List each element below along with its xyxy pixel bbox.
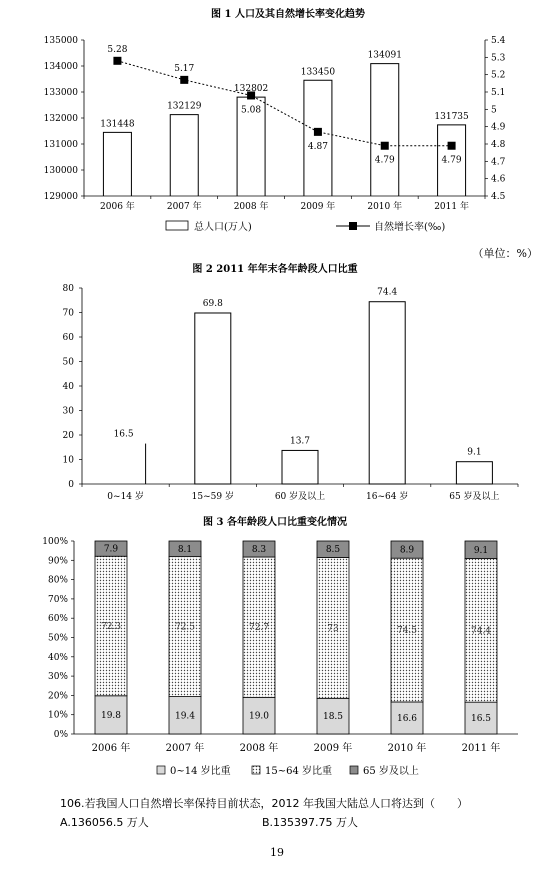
option-a[interactable]: A.136056.5 万人 bbox=[60, 816, 149, 829]
chart1-rate-marker bbox=[180, 76, 188, 84]
chart1-bar-label: 131735 bbox=[434, 111, 469, 122]
chart1-title: 图 1 人口及其自然增长率变化趋势 bbox=[211, 9, 365, 20]
chart1-right-tick-label: 4.8 bbox=[491, 140, 506, 150]
chart2-value-label: 16.5 bbox=[113, 429, 134, 440]
chart3-segment-label: 8.5 bbox=[325, 545, 341, 556]
chart2-y-tick-label: 40 bbox=[62, 382, 74, 392]
chart3-bars bbox=[95, 541, 497, 734]
chart1-rate-marker bbox=[381, 142, 389, 150]
chart3-segment-label: 19.4 bbox=[174, 711, 196, 722]
chart2-bar bbox=[369, 302, 405, 484]
legend-marker-rate bbox=[349, 222, 357, 230]
chart2-x-tick-label: 0~14 岁 bbox=[107, 492, 144, 502]
chart2-x-tick-label: 15~59 岁 bbox=[191, 492, 234, 502]
chart1-rate-label: 4.87 bbox=[307, 141, 328, 152]
legend-label-population: 总人口(万人) bbox=[194, 222, 252, 233]
page-number: 19 bbox=[270, 846, 284, 859]
chart3-y-tick-label: 50% bbox=[47, 633, 68, 644]
chart3 bbox=[42, 515, 518, 777]
chart1-right-tick-label: 5.1 bbox=[491, 88, 506, 98]
chart1-left-tick-label: 132000 bbox=[43, 114, 78, 124]
chart3-y-tick-label: 60% bbox=[47, 614, 68, 625]
chart2-x-tick-label: 16~64 岁 bbox=[366, 492, 409, 502]
chart3-y-tick-label: 40% bbox=[47, 652, 68, 663]
chart2-y-tick-label: 60 bbox=[62, 333, 74, 343]
chart1-rate-label: 5.08 bbox=[241, 105, 262, 116]
chart3-segment-label: 7.9 bbox=[103, 544, 119, 555]
chart2-bar bbox=[282, 450, 318, 484]
chart2-value-label: 9.1 bbox=[467, 447, 482, 458]
chart1-x-tick-label: 2008 年 bbox=[233, 202, 269, 212]
chart3-segment-label: 9.1 bbox=[473, 545, 489, 556]
question-stem: 106.若我国人口自然增长率保持目前状态，2012 年我国大陆总人口将达到（ ） bbox=[60, 797, 468, 810]
chart2-y-tick-label: 20 bbox=[62, 431, 74, 441]
chart2-y-tick-label: 10 bbox=[62, 455, 74, 466]
chart3-segment-label: 72.3 bbox=[100, 622, 122, 633]
chart1-right-tick-label: 5.2 bbox=[491, 70, 506, 81]
chart2-y-tick-label: 80 bbox=[62, 284, 74, 294]
chart1-bar bbox=[304, 80, 332, 196]
chart1-right-tick-label: 5.4 bbox=[491, 36, 506, 46]
chart2 bbox=[63, 262, 518, 502]
chart1-bar-label: 132802 bbox=[233, 84, 269, 95]
chart2-value-label: 69.8 bbox=[202, 298, 223, 309]
chart1-bar-label: 131448 bbox=[100, 119, 135, 130]
chart3-segment-label: 72.7 bbox=[248, 623, 270, 634]
chart1-left-tick-label: 135000 bbox=[43, 36, 78, 46]
legend-swatch-population bbox=[166, 221, 188, 230]
chart3-x-tick-label: 2006 年 bbox=[91, 743, 131, 754]
chart2-labels bbox=[114, 288, 482, 458]
chart1-right-tick-label: 4.5 bbox=[491, 192, 506, 202]
chart1-left-tick-label: 133000 bbox=[43, 88, 78, 98]
chart3-segment-label: 19.0 bbox=[248, 711, 270, 722]
chart3-segment-label: 73 bbox=[327, 623, 339, 634]
legend-label-0-14: 0~14 岁比重 bbox=[170, 766, 231, 777]
chart1-rate-label: 5.28 bbox=[107, 44, 128, 55]
chart3-y-tick-label: 30% bbox=[47, 672, 68, 683]
chart1-rate-marker bbox=[314, 128, 322, 136]
chart1-labels bbox=[100, 45, 469, 166]
chart1-rate-marker bbox=[113, 57, 121, 65]
chart1-bar-label: 134091 bbox=[367, 50, 402, 61]
chart1-bar-label: 132129 bbox=[167, 101, 202, 112]
chart1-left-tick-label: 130000 bbox=[43, 166, 78, 176]
chart1-x-tick-label: 2007 年 bbox=[166, 202, 202, 212]
chart3-segment-label: 74.4 bbox=[470, 626, 492, 637]
chart3-segment-label: 8.3 bbox=[251, 545, 267, 556]
chart3-segment-label: 72.5 bbox=[174, 622, 196, 633]
chart2-y-tick-label: 0 bbox=[68, 480, 74, 490]
chart1-bars bbox=[103, 64, 465, 196]
chart2-value-label: 74.4 bbox=[377, 287, 398, 298]
chart1-bar bbox=[170, 115, 198, 196]
chart1-x-tick-label: 2010 年 bbox=[367, 202, 403, 212]
chart3-y-tick-label: 100% bbox=[42, 537, 68, 547]
chart2-x-tick-label: 65 岁及以上 bbox=[449, 492, 500, 502]
chart1-rate-label: 5.17 bbox=[174, 63, 195, 74]
chart3-segment-label: 18.5 bbox=[322, 712, 344, 723]
chart3-x-tick-label: 2008 年 bbox=[239, 743, 279, 754]
chart3-segment-label: 8.1 bbox=[177, 544, 193, 555]
chart3-legend bbox=[157, 764, 419, 777]
chart1-left-tick-label: 129000 bbox=[43, 192, 78, 202]
chart3-segment-label: 16.6 bbox=[396, 713, 418, 724]
chart3-segment-label: 19.8 bbox=[100, 710, 122, 721]
chart1-x-tick-label: 2009 年 bbox=[300, 202, 336, 212]
chart1-rate-label: 4.79 bbox=[441, 155, 462, 166]
chart3-y-tick-label: 80% bbox=[47, 575, 68, 586]
option-b[interactable]: B.135397.75 万人 bbox=[262, 816, 359, 829]
chart3-labels bbox=[101, 545, 491, 724]
chart2-y-tick-label: 50 bbox=[62, 357, 74, 368]
chart2-bar bbox=[456, 462, 492, 484]
chart1 bbox=[44, 7, 538, 260]
chart2-value-label: 13.7 bbox=[289, 436, 311, 447]
chart1-bar bbox=[103, 132, 131, 196]
chart1-x-tick-label: 2011 年 bbox=[434, 202, 469, 212]
legend-label-65plus: 65 岁及以上 bbox=[363, 766, 419, 777]
chart1-bar bbox=[371, 64, 399, 196]
chart2-title: 图 2 2011 年年末各年龄段人口比重 bbox=[192, 264, 358, 275]
chart1-rate-label: 4.79 bbox=[374, 155, 395, 166]
chart3-x-tick-label: 2007 年 bbox=[165, 743, 205, 754]
chart2-bars bbox=[146, 302, 493, 484]
chart3-x-tick-label: 2010 年 bbox=[387, 743, 427, 754]
chart3-y-tick-label: 10% bbox=[47, 710, 68, 721]
chart3-x-tick-label: 2011 年 bbox=[461, 743, 501, 754]
chart1-left-tick-label: 131000 bbox=[43, 140, 78, 150]
chart1-right-tick-label: 4.6 bbox=[491, 174, 506, 185]
chart3-x-tick-label: 2009 年 bbox=[313, 743, 353, 754]
chart1-line bbox=[113, 57, 455, 150]
legend-swatch-0-14 bbox=[157, 766, 165, 774]
chart1-right-tick-label: 4.7 bbox=[491, 157, 506, 168]
chart2-y-tick-label: 70 bbox=[62, 308, 74, 319]
chart3-y-tick-label: 70% bbox=[47, 594, 68, 605]
chart1-right-tick-label: 5.3 bbox=[491, 53, 506, 64]
chart1-right-tick-label: 5 bbox=[491, 105, 497, 116]
chart3-y-tick-label: 90% bbox=[47, 556, 68, 567]
legend-swatch-65plus bbox=[350, 766, 358, 774]
chart2-bar bbox=[195, 313, 231, 484]
chart1-rate-marker bbox=[448, 142, 456, 150]
chart3-segment-label: 8.9 bbox=[399, 545, 415, 556]
chart1-legend bbox=[166, 220, 445, 233]
legend-label-rate: 自然增长率(‰) bbox=[374, 222, 446, 233]
chart1-left-tick-label: 134000 bbox=[43, 62, 78, 72]
chart3-y-tick-label: 0% bbox=[53, 730, 68, 740]
chart1-bar-label: 133450 bbox=[300, 67, 336, 78]
legend-swatch-15-64 bbox=[252, 766, 260, 774]
chart3-segment-label: 16.5 bbox=[470, 714, 492, 725]
chart1-unit-note: （单位：%） bbox=[472, 247, 538, 260]
chart3-y-tick-label: 20% bbox=[47, 691, 68, 702]
chart3-title: 图 3 各年龄段人口比重变化情况 bbox=[203, 517, 347, 528]
legend-label-15-64: 15~64 岁比重 bbox=[265, 766, 333, 777]
chart3-segment-label: 74.5 bbox=[396, 626, 418, 637]
chart2-y-tick-label: 30 bbox=[62, 406, 74, 417]
chart1-x-tick-label: 2006 年 bbox=[100, 202, 135, 212]
chart2-x-tick-label: 60 岁及以上 bbox=[274, 492, 326, 502]
chart1-right-tick-label: 4.9 bbox=[491, 122, 506, 133]
